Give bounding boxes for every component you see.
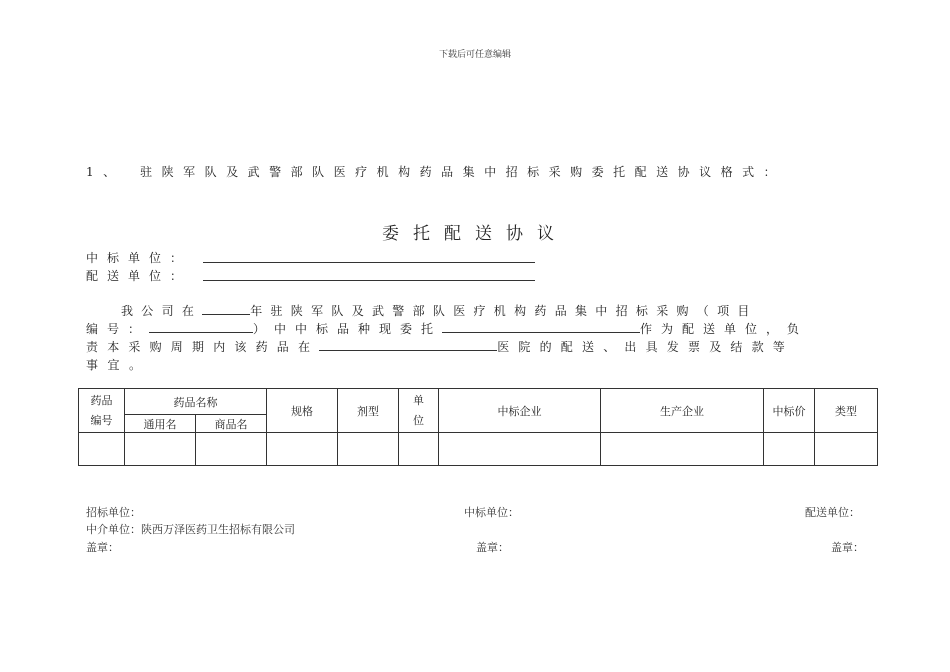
delivery-unit-field[interactable] [203, 280, 535, 281]
header-drug-no: 药品编号 [79, 389, 125, 433]
header-type: 类型 [815, 389, 878, 433]
para-2b: ）中中标品种现委托 [253, 322, 443, 336]
header-generic: 通用名 [125, 415, 196, 433]
header-spec: 规格 [267, 389, 338, 433]
para-line-3 [86, 338, 794, 355]
year-field[interactable] [202, 302, 250, 315]
header-unit: 单位 [399, 389, 439, 433]
delegate-company-field[interactable] [442, 320, 640, 333]
para-2a: 编号： [86, 322, 150, 336]
para-3b: 医院的配送、出具发票及结款等 [497, 340, 795, 354]
winning-unit-field[interactable] [203, 262, 535, 263]
para-3a: 责本采购周期内该药品在 [86, 340, 320, 354]
para-line-1 [121, 302, 758, 319]
cell-price[interactable] [764, 433, 815, 466]
tender-unit-label: 招标单位： [86, 506, 141, 519]
document-title: 委托配送协议 [382, 224, 568, 244]
table-row [79, 433, 878, 466]
delivery-unit-label: 配送单位： [86, 269, 192, 283]
seal-label-1: 盖章： [86, 541, 119, 554]
drug-table [78, 388, 878, 466]
winning-unit-footer-label: 中标单位： [464, 506, 519, 519]
page-header-note: 下载后可任意编辑 [438, 50, 511, 60]
para-2c: 作为配送单位，负 [640, 322, 809, 336]
hospital-field[interactable] [319, 338, 497, 351]
seal-label-3: 盖章： [831, 541, 864, 554]
agent-unit-label: 中介单位：陕西万泽医药卫生招标有限公司 [86, 523, 295, 536]
header-form: 剂型 [338, 389, 399, 433]
cell-winner[interactable] [439, 433, 601, 466]
header-winner: 中标企业 [439, 389, 601, 433]
header-drug-name: 药品名称 [125, 389, 267, 415]
cell-drug-no[interactable] [79, 433, 125, 466]
header-trade: 商品名 [196, 415, 267, 433]
para-line-4: 事宜。 [86, 358, 151, 372]
cell-generic[interactable] [125, 433, 196, 466]
cell-type[interactable] [815, 433, 878, 466]
delivery-unit-footer-label: 配送单位： [805, 506, 860, 519]
cell-trade[interactable] [196, 433, 267, 466]
cell-form[interactable] [338, 433, 399, 466]
winning-unit-label: 中标单位： [86, 251, 192, 265]
section-heading: 1、 驻陕军队及武警部队医疗机构药品集中招标采购委托配送协议格式： [86, 165, 786, 179]
cell-maker[interactable] [601, 433, 764, 466]
para-1a: 我公司在 [121, 304, 203, 318]
para-line-2 [86, 320, 808, 337]
cell-unit[interactable] [399, 433, 439, 466]
header-maker: 生产企业 [601, 389, 764, 433]
cell-spec[interactable] [267, 433, 338, 466]
project-number-field[interactable] [149, 320, 253, 333]
header-price: 中标价 [764, 389, 815, 433]
para-1b: 年驻陕军队及武警部队医疗机构药品集中招标采购（项目 [250, 304, 758, 318]
seal-label-2: 盖章： [476, 541, 509, 554]
